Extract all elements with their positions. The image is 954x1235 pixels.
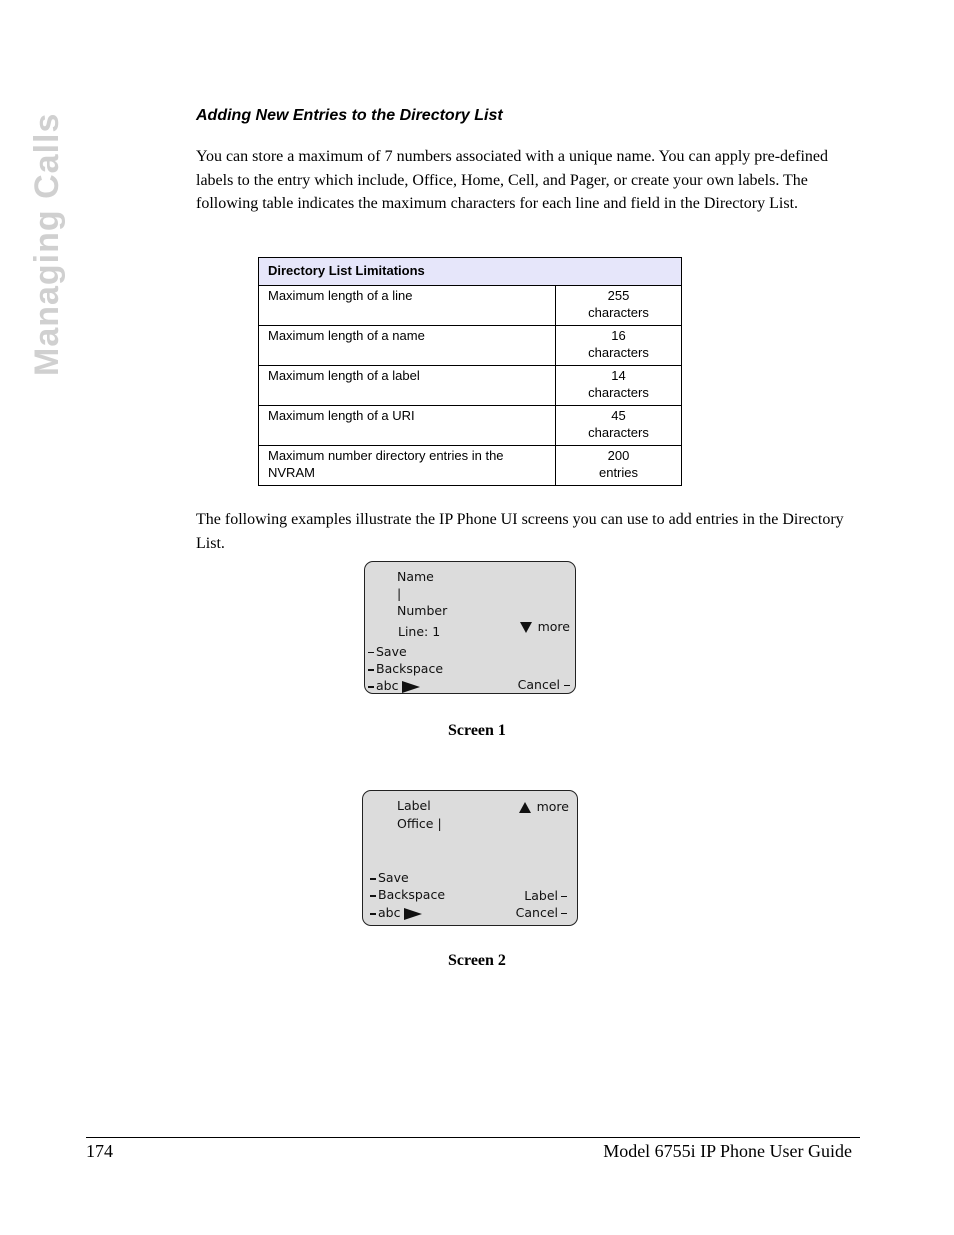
directory-limits-table <box>258 257 682 486</box>
cancel-softkey[interactable]: Cancel <box>516 905 567 920</box>
row-label: Maximum length of a name <box>259 326 556 366</box>
row-value: 14 characters <box>556 366 682 406</box>
section-heading: Adding New Entries to the Directory List <box>196 107 503 124</box>
row-label: Maximum length of a line <box>259 286 556 326</box>
row-value: 45 characters <box>556 406 682 446</box>
arrow-up-icon <box>519 802 531 813</box>
more-softkey[interactable]: more <box>520 619 570 634</box>
arrow-down-icon <box>520 622 532 633</box>
label-softkey[interactable]: Label <box>524 888 567 903</box>
abc-softkey[interactable]: abc <box>370 905 422 920</box>
table-row <box>259 406 682 446</box>
number-field-label: Number <box>397 603 448 618</box>
row-label: Maximum length of a URI <box>259 406 556 446</box>
intro-paragraph: You can store a maximum of 7 numbers associated with a unique name. You can apply pre-defined labels to the entry which include, Office, Home, Cell, and Pager, or create your own labels. The following table indicates the maximum characters for each line and field in the Directory List. <box>196 148 829 212</box>
side-section-title: Managing Calls <box>28 112 66 376</box>
table-header: Directory List Limitations <box>259 258 682 286</box>
page-number: 174 <box>86 1141 113 1161</box>
row-label: Maximum number directory entries in the NVRAM <box>259 446 556 486</box>
table-row <box>259 446 682 486</box>
arrow-right-icon <box>404 908 422 920</box>
guide-title: Model 6755i IP Phone User Guide <box>603 1141 852 1161</box>
text-cursor: | <box>397 586 402 601</box>
label-field-value: Office | <box>397 816 442 831</box>
table-row <box>259 326 682 366</box>
row-value: 16 characters <box>556 326 682 366</box>
line-indicator: Line: 1 <box>398 624 441 639</box>
row-value: 255 characters <box>556 286 682 326</box>
row-label: Maximum length of a label <box>259 366 556 406</box>
save-softkey[interactable]: Save <box>368 644 407 659</box>
more-softkey[interactable]: more <box>519 799 569 814</box>
phone-screen-2 <box>362 790 578 926</box>
cancel-softkey[interactable]: Cancel <box>518 677 570 692</box>
table-row <box>259 286 682 326</box>
save-softkey[interactable]: Save <box>370 870 409 885</box>
footer-divider <box>86 1137 860 1138</box>
arrow-right-icon <box>402 681 420 693</box>
examples-paragraph: The following examples illustrate the IP Phone UI screens you can use to add entries in the Directory List. <box>196 511 844 552</box>
row-value: 200 entries <box>556 446 682 486</box>
backspace-softkey[interactable]: Backspace <box>368 661 443 676</box>
backspace-softkey[interactable]: Backspace <box>370 887 445 902</box>
phone-screen-1 <box>364 561 576 694</box>
name-field-label: Name <box>397 569 434 584</box>
abc-softkey[interactable]: abc <box>368 678 420 693</box>
screen-1-caption: Screen 1 <box>448 722 506 739</box>
screen-2-caption: Screen 2 <box>448 952 506 969</box>
label-field-label: Label <box>397 798 431 813</box>
table-row <box>259 366 682 406</box>
